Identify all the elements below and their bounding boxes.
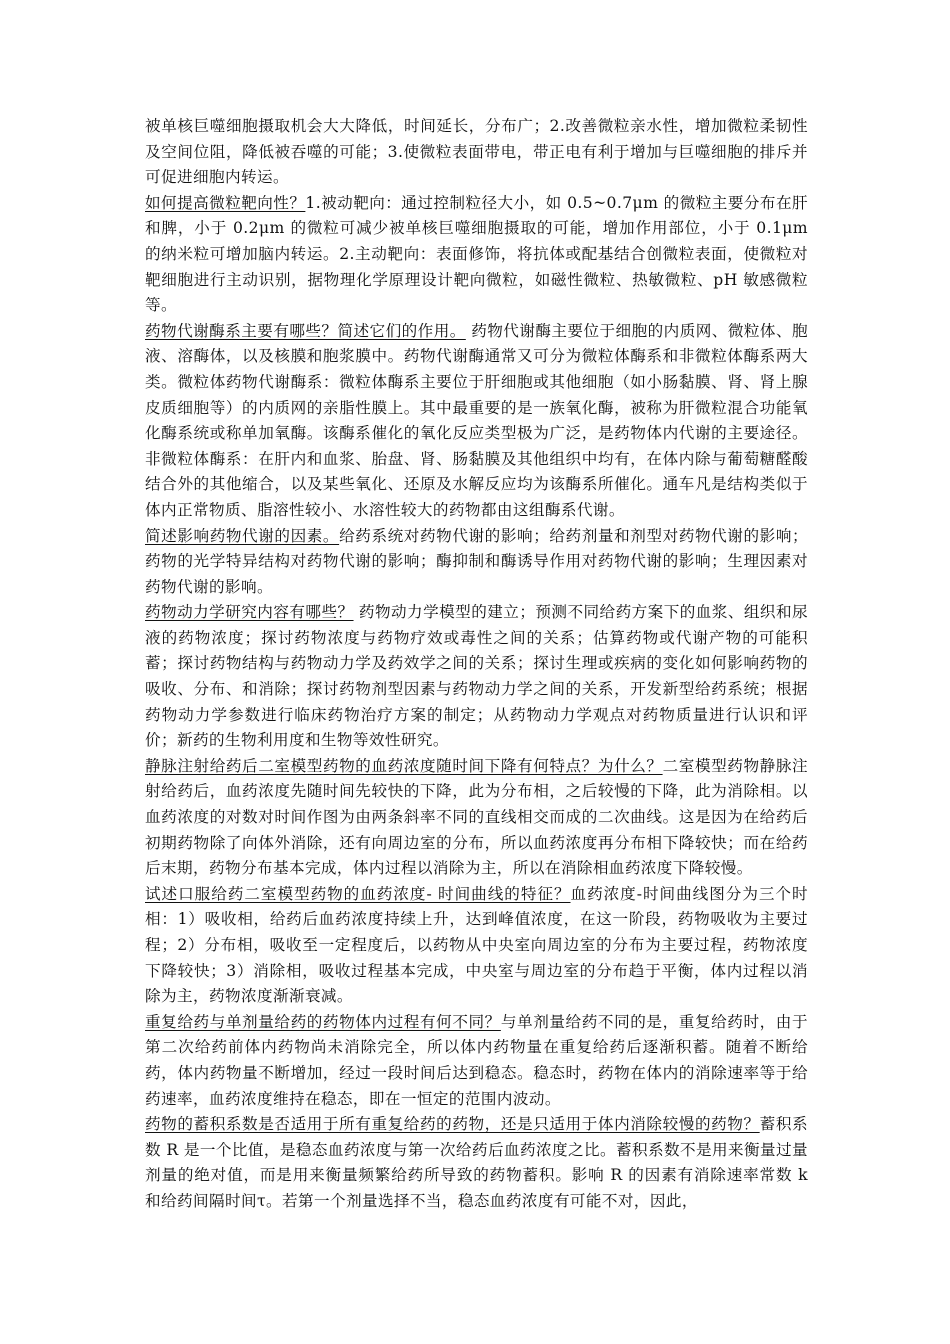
paragraph-4-answer: 给药系统对药物代谢的影响；给药剂量和剂型对药物代谢的影响；药物的光学特异结构对药物代谢的影响；酶抑制和酶诱导作用对药物代谢的影响；生理因素对药物代谢的影响。 <box>145 526 808 596</box>
paragraph-8 <box>145 1010 808 1112</box>
paragraph-3-question: 药物代谢酶系主要有哪些？简述它们的作用。 <box>145 321 466 340</box>
paragraph-7 <box>145 882 808 1010</box>
paragraph-7-answer: 血药浓度-时间曲线图分为三个时相：1）吸收相，给药后血药浓度持续上升，达到峰值浓度，在这一阶段，药物吸收为主要过程；2）分布相，吸收至一定程度后，以药物从中央室向周边室的分布为主要过程，药物浓度下降较快；3）消除相，吸收过程基本完成，中央室与周边室的分布趋于平衡，体内过程以消除为主，药物浓度渐渐衰减。 <box>145 884 808 1006</box>
paragraph-8-question: 重复给药与单剂量给药的药物体内过程有何不同？ <box>145 1012 501 1031</box>
paragraph-1 <box>145 114 808 191</box>
paragraph-3 <box>145 319 808 524</box>
paragraph-2-answer: 1.被动靶向：通过控制粒径大小，如 0.5~0.7μm 的微粒主要分布在肝和脾，小于 0.2μm 的微粒可减少被单核巨噬细胞摄取的可能，增加作用部位，小于 0.1μm 的纳米粒可增加脑内转运。2.主动靶向：表面修饰，将抗体或配基结合创微粒表面，使微粒对靶细胞进行主动识别，据物理化学原理设计靶向微粒，如磁性微粒、热敏微粒、pH 敏感微粒等。 <box>145 193 808 315</box>
paragraph-5-answer: 药物动力学模型的建立；预测不同给药方案下的血浆、组织和尿液的药物浓度；探讨药物浓度与药物疗效或毒性之间的关系；估算药物或代谢产物的可能积蓄；探讨药物结构与药物动力学及药效学之间的关系；探讨生理或疾病的变化如何影响药物的吸收、分布、和消除；探讨药物剂型因素与药物动力学之间的关系，开发新型给药系统；根据药物动力学参数进行临床药物治疗方案的制定；从药物动力学观点对药物质量进行认识和评价；新药的生物利用度和生物等效性研究。 <box>145 603 809 750</box>
paragraph-7-question: 试述口服给药二室模型药物的血药浓度- 时间曲线的特征？ <box>145 884 571 903</box>
paragraph-4-question: 简述影响药物代谢的因素。 <box>145 526 340 545</box>
document-body <box>145 114 808 1215</box>
paragraph-9 <box>145 1112 808 1214</box>
paragraph-3-answer: 药物代谢酶主要位于细胞的内质网、微粒体、胞液、溶酶体，以及核膜和胞浆膜中。药物代谢酶通常又可分为微粒体酶系和非微粒体酶系两大类。微粒体药物代谢酶系：微粒体酶系主要位于肝细胞或其他细胞（如小肠黏膜、肾、肾上腺皮质细胞等）的内质网的亲脂性膜上。其中最重要的是一族氧化酶，被称为肝微粒混合功能氧化酶系统或称单加氧酶。该酶系催化的氧化反应类型极为广泛，是药物体内代谢的主要途径。非微粒体酶系：在肝内和血浆、胎盘、肾、肠黏膜及其他组织中均有，在体内除与葡萄糖醛酸结合外的其他缩合，以及某些氧化、还原及水解反应均为该酶系所催化。通车凡是结构类似于体内正常物质、脂溶性较小、水溶性较大的药物都由这组酶系代谢。 <box>145 321 808 519</box>
paragraph-6 <box>145 754 808 882</box>
paragraph-6-answer: 二室模型药物静脉注射给药后，血药浓度先随时间先较快的下降，此为分布相，之后较慢的下降，此为消除相。以血药浓度的对数对时间作图为由两条斜率不同的直线相交而成的二次曲线。这是因为在给药后初期药物除了向体外消除，还有向周边室的分布，所以血药浓度再分布相下降较快；而在给药后末期，药物分布基本完成，体内过程以消除为主，所以在消除相血药浓度下降较慢。 <box>145 756 808 878</box>
paragraph-1-answer: 被单核巨噬细胞摄取机会大大降低，时间延长，分布广；2.改善微粒亲水性，增加微粒柔韧性及空间位阻，降低被吞噬的可能；3.使微粒表面带电，带正电有利于增加与巨噬细胞的排斥并可促进细胞内转运。 <box>145 117 808 187</box>
paragraph-4 <box>145 524 808 601</box>
paragraph-6-question: 静脉注射给药后二室模型药物的血药浓度随时间下降有何特点？为什么？ <box>145 756 663 775</box>
paragraph-2 <box>145 191 808 319</box>
paragraph-8-answer: 与单剂量给药不同的是，重复给药时，由于第二次给药前体内药物尚未消除完全，所以体内药物量在重复给药后逐渐积蓄。随着不断给药，体内药物量不断增加，经过一段时间后达到稳态。稳态时，药物在体内的消除速率等于给药速率，血药浓度维持在稳态，即在一恒定的范围内波动。 <box>145 1012 808 1108</box>
paragraph-2-question: 如何提高微粒靶向性？ <box>145 193 306 212</box>
paragraph-9-answer: 蓄积系数 R 是一个比值，是稳态血药浓度与第一次给药后血药浓度之比。蓄积系数不是用来衡量过量剂量的绝对值，而是用来衡量频繁给药所导致的药物蓄积。影响 R 的因素有消除速率常数 k 和给药间隔时间τ。若第一个剂量选择不当，稳态血药浓度有可能不对，因此， <box>145 1115 809 1210</box>
paragraph-9-question: 药物的蓄积系数是否适用于所有重复给药的药物，还是只适用于体内消除较慢的药物？ <box>145 1115 760 1134</box>
paragraph-5-question: 药物动力学研究内容有哪些？ <box>145 603 354 622</box>
paragraph-5 <box>145 600 808 754</box>
